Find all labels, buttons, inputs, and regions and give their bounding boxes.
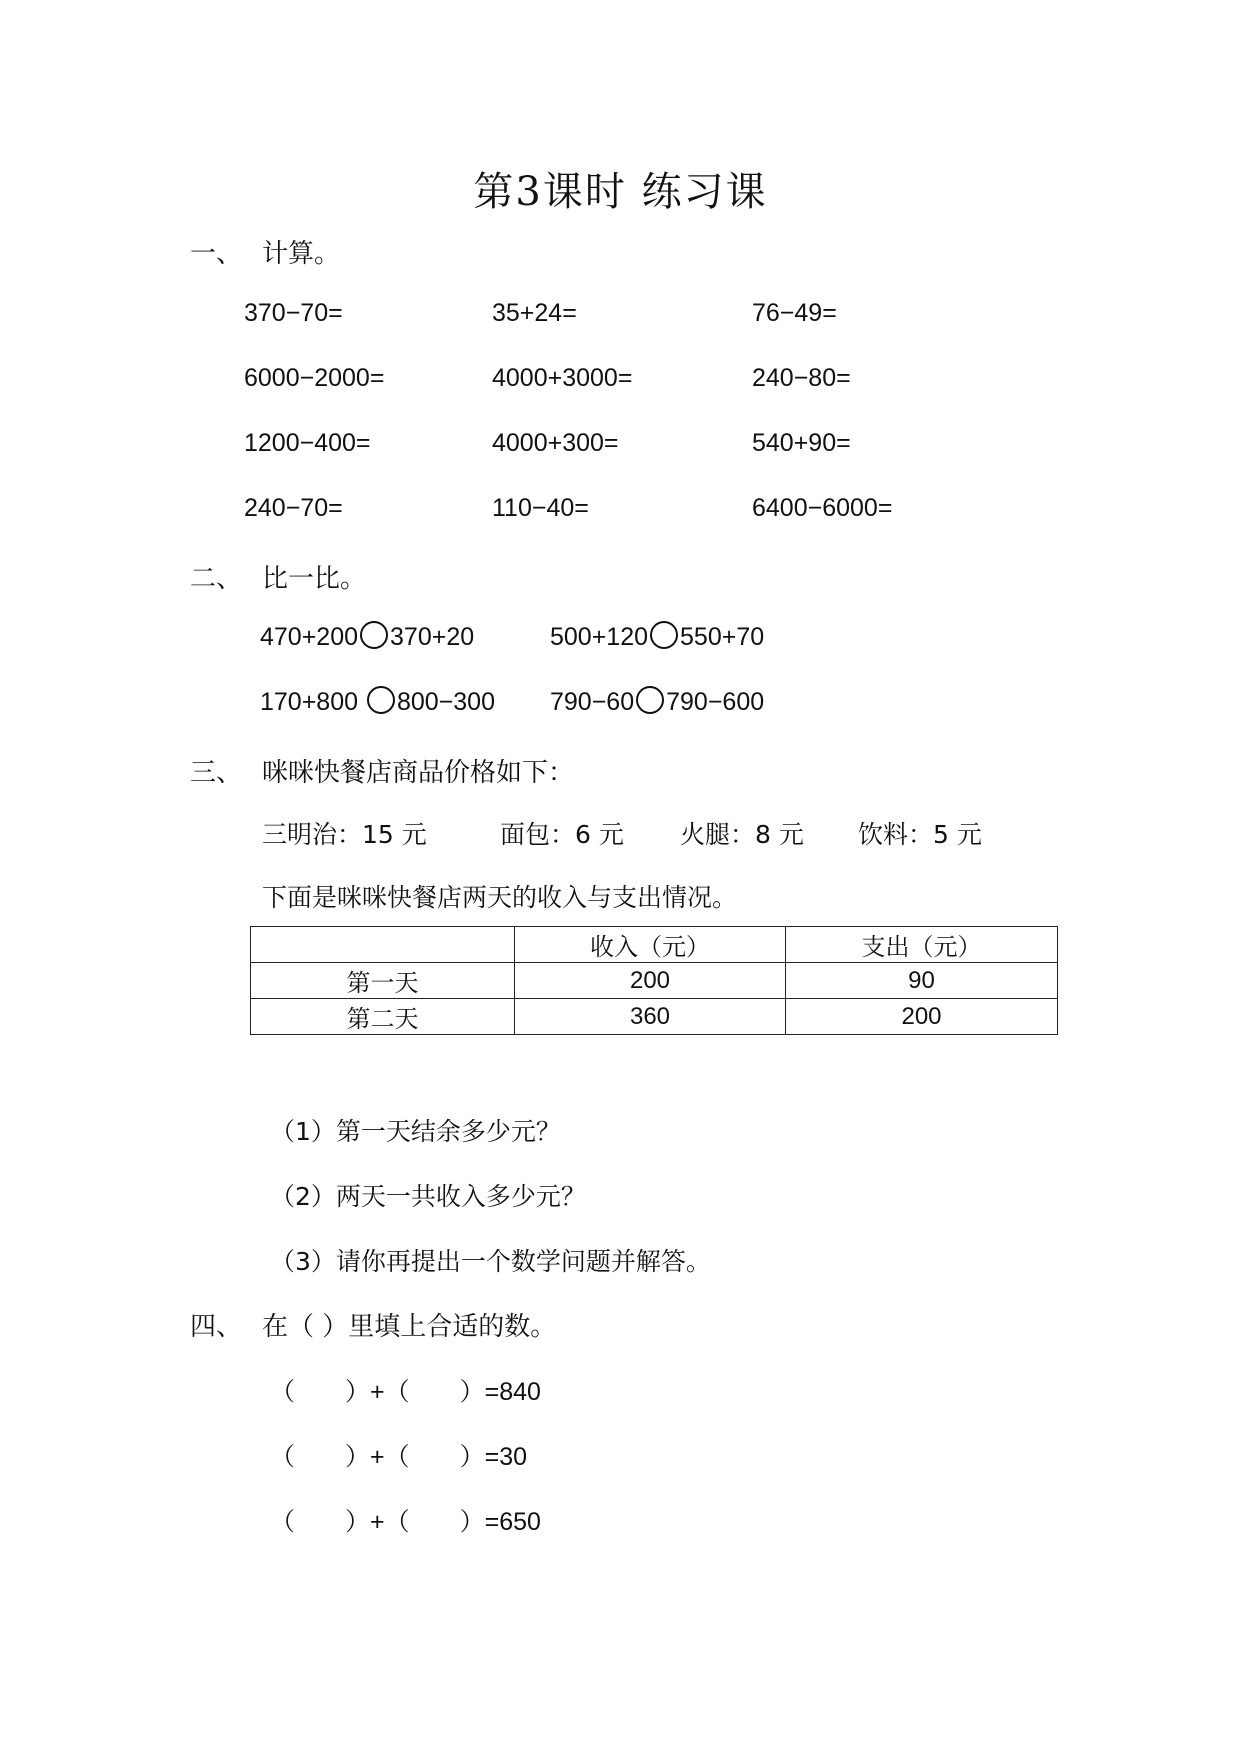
compare-right: 550+70 [680,623,765,651]
section-1-label: 计算。 [262,239,341,269]
calc-item: 370−70= [244,299,343,327]
compare-left: 170+800 [260,688,365,716]
calc-item: 4000+3000= [492,364,633,392]
calc-item: 6000−2000= [244,364,385,392]
compare-item [550,688,764,717]
compare-item [260,688,495,717]
price-item: 面包：6 元 [500,820,624,849]
table-cell: 第二天 [251,999,515,1035]
compare-right: 790−600 [666,688,765,716]
page-title: 第3课时 练习课 [473,169,768,215]
table-cell: 200 [515,963,786,999]
compare-left: 500+120 [550,623,649,651]
fill-blank-row [270,1502,541,1538]
calc-item: 240−80= [752,364,851,392]
middle-operator: ）+（ [345,1508,410,1536]
compare-item [550,623,764,652]
table-intro: 下面是咪咪快餐店两天的收入与支出情况。 [262,883,738,912]
open-paren: （ [270,1443,296,1471]
calc-item: 76−49= [752,299,837,327]
compare-circle[interactable] [636,686,664,714]
middle-operator: ）+（ [345,1378,410,1406]
calc-item: 240−70= [244,494,343,522]
table-row [251,963,1058,999]
table-header-cell [251,927,515,963]
section-1-number: 一、 [190,239,243,269]
table-header-cell: 支出（元） [786,927,1058,963]
table-cell: 200 [786,999,1058,1035]
table-header-row [251,927,1058,963]
calc-item: 6400−6000= [752,494,893,522]
section-3-number: 三、 [190,758,243,788]
fill-blank-row [270,1372,541,1408]
calc-item: 4000+300= [492,429,619,457]
section-3-label: 咪咪快餐店商品价格如下： [262,758,575,788]
table-cell: 360 [515,999,786,1035]
question-item: （1）第一天结余多少元？ [270,1117,561,1146]
compare-circle[interactable] [360,621,388,649]
open-paren: （ [270,1378,296,1406]
table-row [251,999,1058,1035]
question-item: （2）两天一共收入多少元？ [270,1182,586,1211]
compare-circle[interactable] [367,686,395,714]
compare-item [260,623,474,652]
compare-left: 470+200 [260,623,359,651]
price-item: 三明治：15 元 [262,820,427,849]
table-cell: 第一天 [251,963,515,999]
fill-blank-row [270,1437,527,1473]
price-item: 火腿：8 元 [680,820,804,849]
compare-right: 800−300 [396,688,495,716]
price-item: 饮料：5 元 [858,820,982,849]
calc-item: 1200−400= [244,429,371,457]
compare-circle[interactable] [650,621,678,649]
table-header-cell: 收入（元） [515,927,786,963]
result: ）=650 [459,1508,541,1536]
compare-left: 790−60 [550,688,635,716]
calc-item: 35+24= [492,299,577,327]
section-2-label: 比一比。 [262,564,367,594]
calc-item: 540+90= [752,429,851,457]
open-paren: （ [270,1508,296,1536]
question-item: （3）请你再提出一个数学问题并解答。 [270,1247,711,1276]
section-4-number: 四、 [190,1312,243,1342]
calc-item: 110−40= [492,494,589,522]
result: ）=840 [459,1378,541,1406]
table-cell: 90 [786,963,1058,999]
compare-right: 370+20 [390,623,475,651]
middle-operator: ）+（ [345,1443,410,1471]
result: ）=30 [459,1443,528,1471]
section-2-number: 二、 [190,564,243,594]
section-4-label: 在（ ）里填上合适的数。 [262,1312,557,1342]
income-expense-table [250,926,1058,1035]
